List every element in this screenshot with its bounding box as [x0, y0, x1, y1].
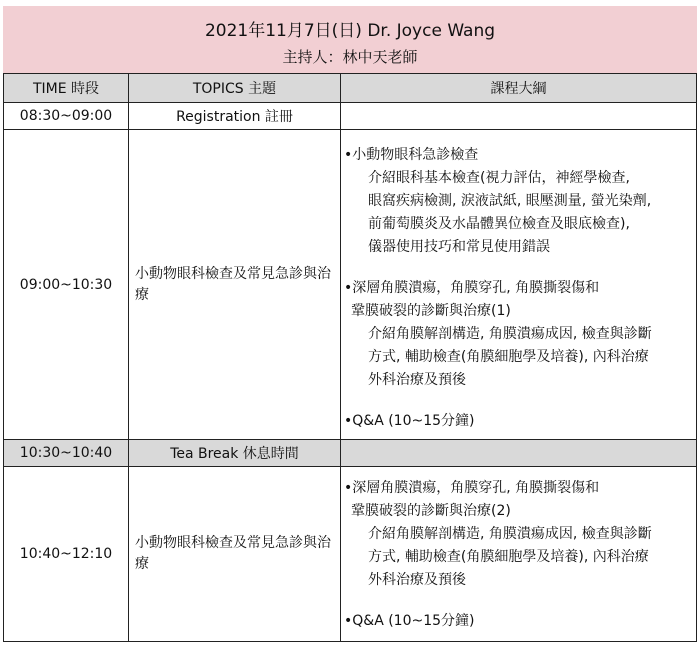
outline-cell — [341, 440, 697, 467]
outline-line: 方式, 輔助檢查(角膜細胞學及培養), 內科治療 — [368, 349, 649, 365]
outline-line: 前葡萄膜炎及水晶體異位檢查及眼底檢查), — [368, 216, 630, 232]
outline-line: 介紹角膜解剖構造, 角膜潰瘍成因, 檢查與診斷 — [368, 326, 652, 342]
outline-bullet: •Q&A (10~15分鐘) — [344, 413, 475, 429]
column-header-time: TIME 時段 — [4, 74, 129, 103]
table-row — [4, 130, 697, 440]
topic-cell: Tea Break 休息時間 — [129, 440, 341, 467]
outline-bullet: •深層角膜潰瘍，角膜穿孔, 角膜撕裂傷和 — [344, 280, 600, 296]
outline-line: 介紹眼科基本檢查(視力評估，神經學檢查, — [368, 170, 630, 186]
schedule-table — [3, 73, 697, 642]
topic-cell: 小動物眼科檢查及常見急診與治療 — [129, 467, 341, 642]
topic-cell: 小動物眼科檢查及常見急診與治療 — [129, 130, 341, 440]
outline-line: 介紹角膜解剖構造, 角膜潰瘍成因, 檢查與診斷 — [368, 526, 652, 542]
time-cell: 09:00~10:30 — [4, 130, 129, 440]
outline-line: 儀器使用技巧和常見使用錯誤 — [368, 239, 550, 255]
column-header-outline: 課程大綱 — [341, 74, 697, 103]
outline-line: 鞏膜破裂的診斷與治療(2) — [351, 503, 511, 519]
event-title: 2021年11月7日(日) Dr. Joyce Wang — [204, 21, 496, 41]
outline-line: 方式, 輔助檢查(角膜細胞學及培養), 內科治療 — [368, 549, 649, 565]
outline-bullet: •Q&A (10~15分鐘) — [344, 613, 475, 629]
time-cell: 10:30~10:40 — [4, 440, 129, 467]
event-host: 主持人：林中天老師 — [282, 48, 418, 66]
table-row — [4, 467, 697, 642]
topic-cell: Registration 註冊 — [129, 103, 341, 130]
time-cell: 08:30~09:00 — [4, 103, 129, 130]
table-header-row — [4, 74, 697, 103]
outline-cell — [341, 467, 697, 642]
outline-cell — [341, 130, 697, 440]
outline-line: 眼窩疾病檢測, 淚液試紙, 眼壓測量, 螢光染劑, — [368, 193, 652, 209]
outline-line: 外科治療及預後 — [368, 572, 466, 588]
time-cell: 10:40~12:10 — [4, 467, 129, 642]
schedule-header — [3, 6, 697, 73]
outline-cell — [341, 103, 697, 130]
table-row — [4, 103, 697, 130]
outline-bullet: •深層角膜潰瘍，角膜穿孔, 角膜撕裂傷和 — [344, 480, 600, 496]
table-row — [4, 440, 697, 467]
outline-bullet: •小動物眼科急診檢查 — [344, 147, 479, 163]
outline-line: 外科治療及預後 — [368, 372, 466, 388]
outline-line: 鞏膜破裂的診斷與治療(1) — [351, 303, 511, 319]
column-header-topics: TOPICS 主題 — [129, 74, 341, 103]
